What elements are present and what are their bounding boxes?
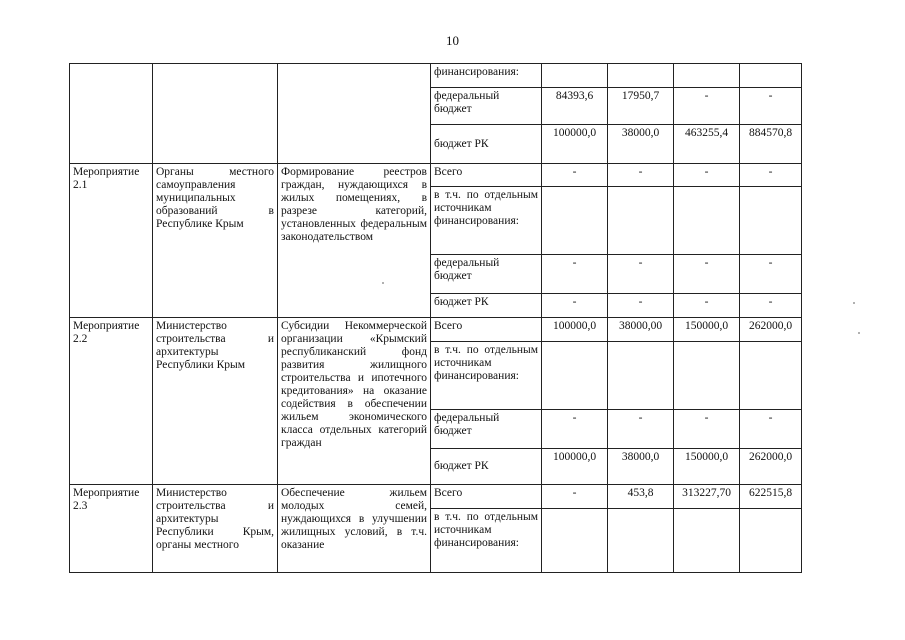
description-cell: Обеспечение жильем молодых семей, нуждающихся в улучшении жилищных условий, в т.ч. оказание (278, 485, 431, 573)
value-cell: - (608, 164, 674, 187)
source-cell: федеральный бюджет (431, 255, 542, 294)
value-cell: - (542, 410, 608, 449)
value-cell: 100000,0 (542, 125, 608, 164)
value-cell: 313227,70 (674, 485, 740, 509)
value-cell (674, 187, 740, 255)
description-cell: Субсидии Некоммерческой организации «Крымский республиканский фонд развития жилищного строительства и ипотечного кредитования» на оказание содействия в обеспечении жильем экономического класса отдельных категорий граждан (278, 318, 431, 485)
value-cell: 453,8 (608, 485, 674, 509)
value-cell (542, 509, 608, 573)
value-cell: 150000,0 (674, 449, 740, 485)
value-cell: - (674, 164, 740, 187)
value-cell: 100000,0 (542, 449, 608, 485)
executor-cell: Министерство строительства и архитектуры Республики Крым (153, 318, 278, 485)
measure-cell: Мероприятие 2.3 (70, 485, 153, 573)
value-cell: - (542, 164, 608, 187)
value-cell: 84393,6 (542, 88, 608, 125)
value-cell (674, 342, 740, 410)
executor-cell: Органы местного самоуправления муниципальных образований в Республике Крым (153, 164, 278, 318)
value-cell: 262000,0 (740, 449, 802, 485)
value-cell: - (740, 410, 802, 449)
source-cell: Всего (431, 164, 542, 187)
value-cell (542, 342, 608, 410)
scan-speck (853, 302, 855, 304)
value-cell (608, 187, 674, 255)
source-cell: Всего (431, 485, 542, 509)
value-cell: - (674, 255, 740, 294)
source-cell: бюджет РК (431, 449, 542, 485)
source-cell: бюджет РК (431, 125, 542, 164)
source-cell: финансирования: (431, 64, 542, 88)
table-row (70, 64, 802, 88)
value-cell (608, 64, 674, 88)
value-cell (542, 187, 608, 255)
description-cell: Формирование реестров граждан, нуждающихся в жилых помещениях, в разрезе категорий, установленных федеральным законодательством (278, 164, 431, 318)
value-cell (542, 64, 608, 88)
value-cell: 884570,8 (740, 125, 802, 164)
value-cell: 38000,0 (608, 449, 674, 485)
source-cell: федеральный бюджет (431, 88, 542, 125)
value-cell: 262000,0 (740, 318, 802, 342)
scan-speck (858, 332, 860, 334)
value-cell: 38000,0 (608, 125, 674, 164)
value-cell: 150000,0 (674, 318, 740, 342)
source-cell: Всего (431, 318, 542, 342)
funding-table (69, 63, 802, 573)
value-cell: - (740, 255, 802, 294)
source-cell: бюджет РК (431, 294, 542, 318)
table-row (70, 164, 802, 187)
value-cell: 100000,0 (542, 318, 608, 342)
source-cell: в т.ч. по отдельным источникам финансирования: (431, 342, 542, 410)
value-cell: - (542, 294, 608, 318)
value-cell (674, 64, 740, 88)
page-number: 10 (446, 33, 459, 48)
value-cell (740, 509, 802, 573)
table-row (70, 485, 802, 509)
measure-cell: Мероприятие 2.1 (70, 164, 153, 318)
table-row (70, 318, 802, 342)
source-cell: федеральный бюджет (431, 410, 542, 449)
value-cell: - (740, 164, 802, 187)
value-cell: - (674, 410, 740, 449)
value-cell: - (608, 294, 674, 318)
value-cell (740, 342, 802, 410)
value-cell (608, 342, 674, 410)
value-cell (608, 509, 674, 573)
executor-cell: Министерство строительства и архитектуры Республики Крым, органы местного (153, 485, 278, 573)
measure-cell: Мероприятие 2.2 (70, 318, 153, 485)
value-cell: - (740, 294, 802, 318)
value-cell: - (674, 294, 740, 318)
value-cell (740, 64, 802, 88)
value-cell: - (740, 88, 802, 125)
value-cell (674, 509, 740, 573)
value-cell: 463255,4 (674, 125, 740, 164)
executor-cell (153, 64, 278, 164)
value-cell: 38000,00 (608, 318, 674, 342)
value-cell: - (674, 88, 740, 125)
value-cell: - (542, 255, 608, 294)
value-cell: - (608, 255, 674, 294)
source-cell: в т.ч. по отдельным источникам финансирования: (431, 187, 542, 255)
description-cell (278, 64, 431, 164)
value-cell: - (608, 410, 674, 449)
value-cell: 622515,8 (740, 485, 802, 509)
value-cell: - (542, 485, 608, 509)
source-cell: в т.ч. по отдельным источникам финансирования: (431, 509, 542, 573)
value-cell: 17950,7 (608, 88, 674, 125)
value-cell (740, 187, 802, 255)
measure-cell (70, 64, 153, 164)
scan-speck (382, 282, 384, 284)
